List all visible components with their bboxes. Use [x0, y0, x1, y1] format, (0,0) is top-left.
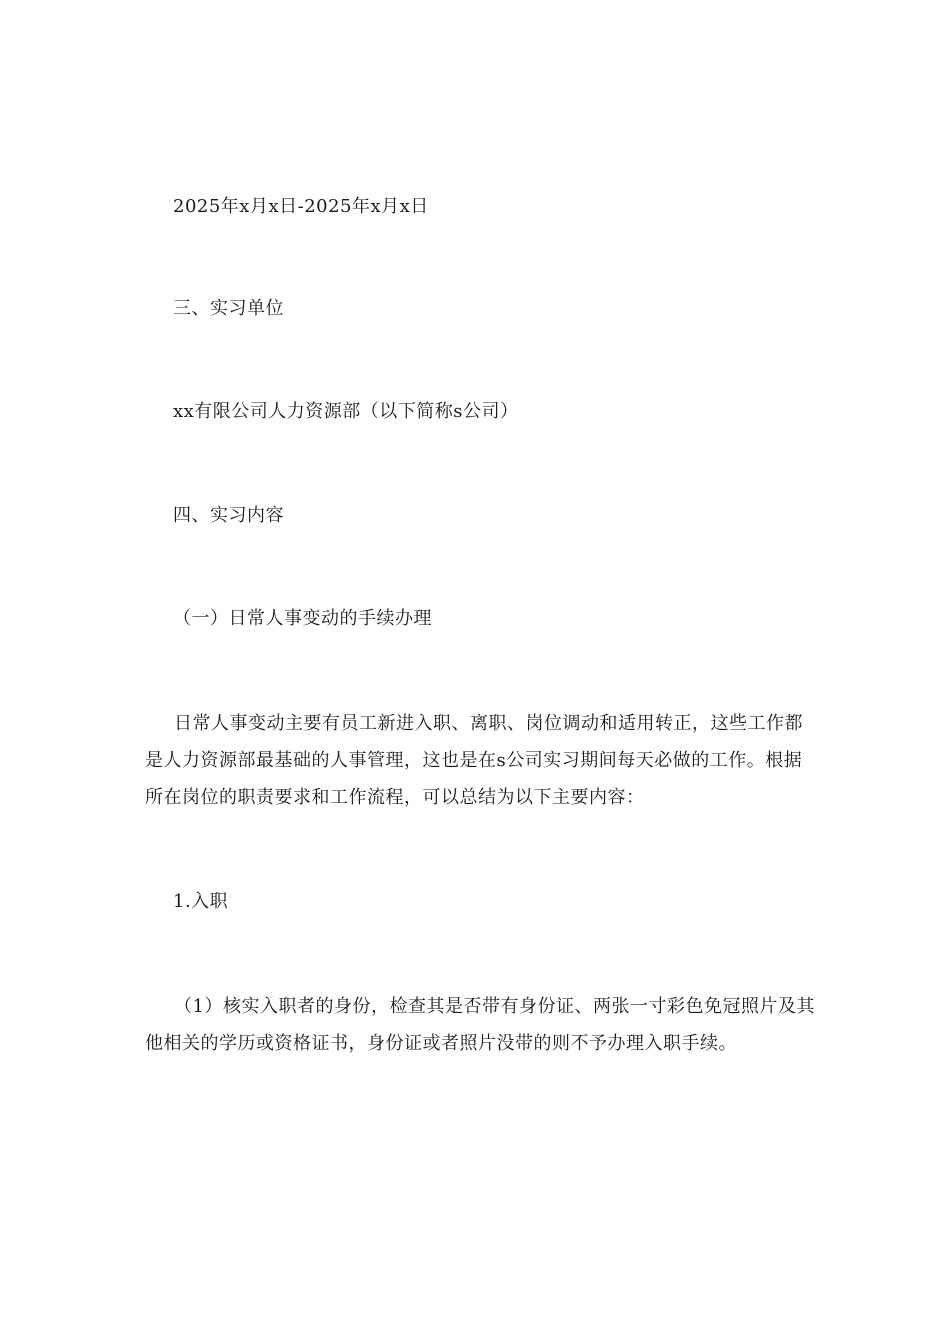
subsection-heading-daily-personnel: （一）日常人事变动的手续办理	[173, 608, 432, 629]
item-heading-onboarding: 1.入职	[173, 891, 229, 912]
section-heading-internship-content: 四、实习内容	[173, 505, 284, 526]
company-name: xx有限公司人力资源部（以下简称s公司）	[173, 401, 519, 422]
paragraph-daily-personnel-changes: 日常人事变动主要有员工新进入职、离职、岗位调动和适用转正，这些工作都是人力资源部最基础的人事管理，这也是在s公司实习期间每天必做的工作。根据所在岗位的职责要求和工作流程，可以总结为以下主要内容：	[145, 713, 803, 808]
paragraph-onboarding-identity-check: （1）核实入职者的身份，检查其是否带有身份证、两张一寸彩色免冠照片及其他相关的学历或资格证书，身份证或者照片没带的则不予办理入职手续。	[145, 996, 815, 1054]
internship-period: 2025年x月x日-2025年x月x日	[173, 196, 429, 217]
section-heading-internship-unit: 三、实习单位	[173, 298, 284, 319]
